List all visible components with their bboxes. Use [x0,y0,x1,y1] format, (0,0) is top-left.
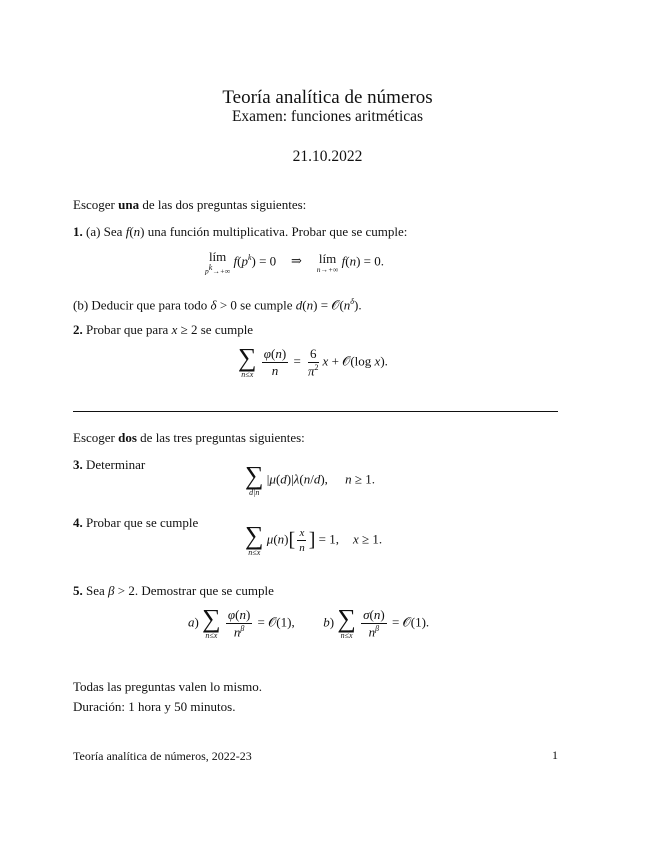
exam-date: 21.10.2022 [292,148,363,165]
page-number: 1 [552,748,558,762]
question-5: 5. Sea β > 2. Demostrar que se cumple [73,583,274,598]
formula-q5: a) ∑ n≤x $\frac{\varphi(n)}{n^\beta}$ = 𝒪(1), b) ∑ n≤x $\frac{\sigma(n)}{n^\beta}$ = 𝒪(1). [188,604,430,640]
footer-title: Teoría analítica de números, 2022-23 [73,749,252,763]
closing-note: Todas las preguntas valen lo mismo. [73,679,263,694]
formula-q3: ∑ d|n |μ(d)|λ(n/d), n ≥ 1. [245,461,376,497]
duration-note: Duración: 1 hora y 50 minutos. [73,699,236,714]
question-2: 2. Probar que para x ≥ 2 se cumple [73,322,254,337]
question-1a: 1. (a) Sea f(n) una función multiplicativa. Probar que se cumple: [73,224,408,239]
question-4: 4. Probar que se cumple [73,515,199,530]
question-3: 3. Determinar [73,457,146,472]
formula-q4: ∑ n≤x μ(n)[ $\frac{x}{n}$ ] = 1, x ≥ 1. [245,521,383,557]
formula-q2: ∑ n≤x $\frac{\varphi(n)}{n}$ = $\frac{6}{\pi^2}$ x + 𝒪(log x). [238,343,388,379]
formula-q1: lím $p^k\to+\infty$ $f(p^k) = 0$ ⇒ lím n→+∞ f(n) = 0. [205,249,384,276]
section-divider [73,411,558,412]
section1-instruction: Escoger una de las dos preguntas siguientes: [73,197,307,212]
page-title: Teoría analítica de números [222,87,433,108]
section2-instruction: Escoger dos de las tres preguntas siguientes: [73,430,305,445]
page-subtitle: Examen: funciones aritméticas [231,108,424,125]
question-1b: (b) Deducir que para todo δ > 0 se cumple $d(n) = 𝒪(n^\delta)$. [73,297,362,313]
